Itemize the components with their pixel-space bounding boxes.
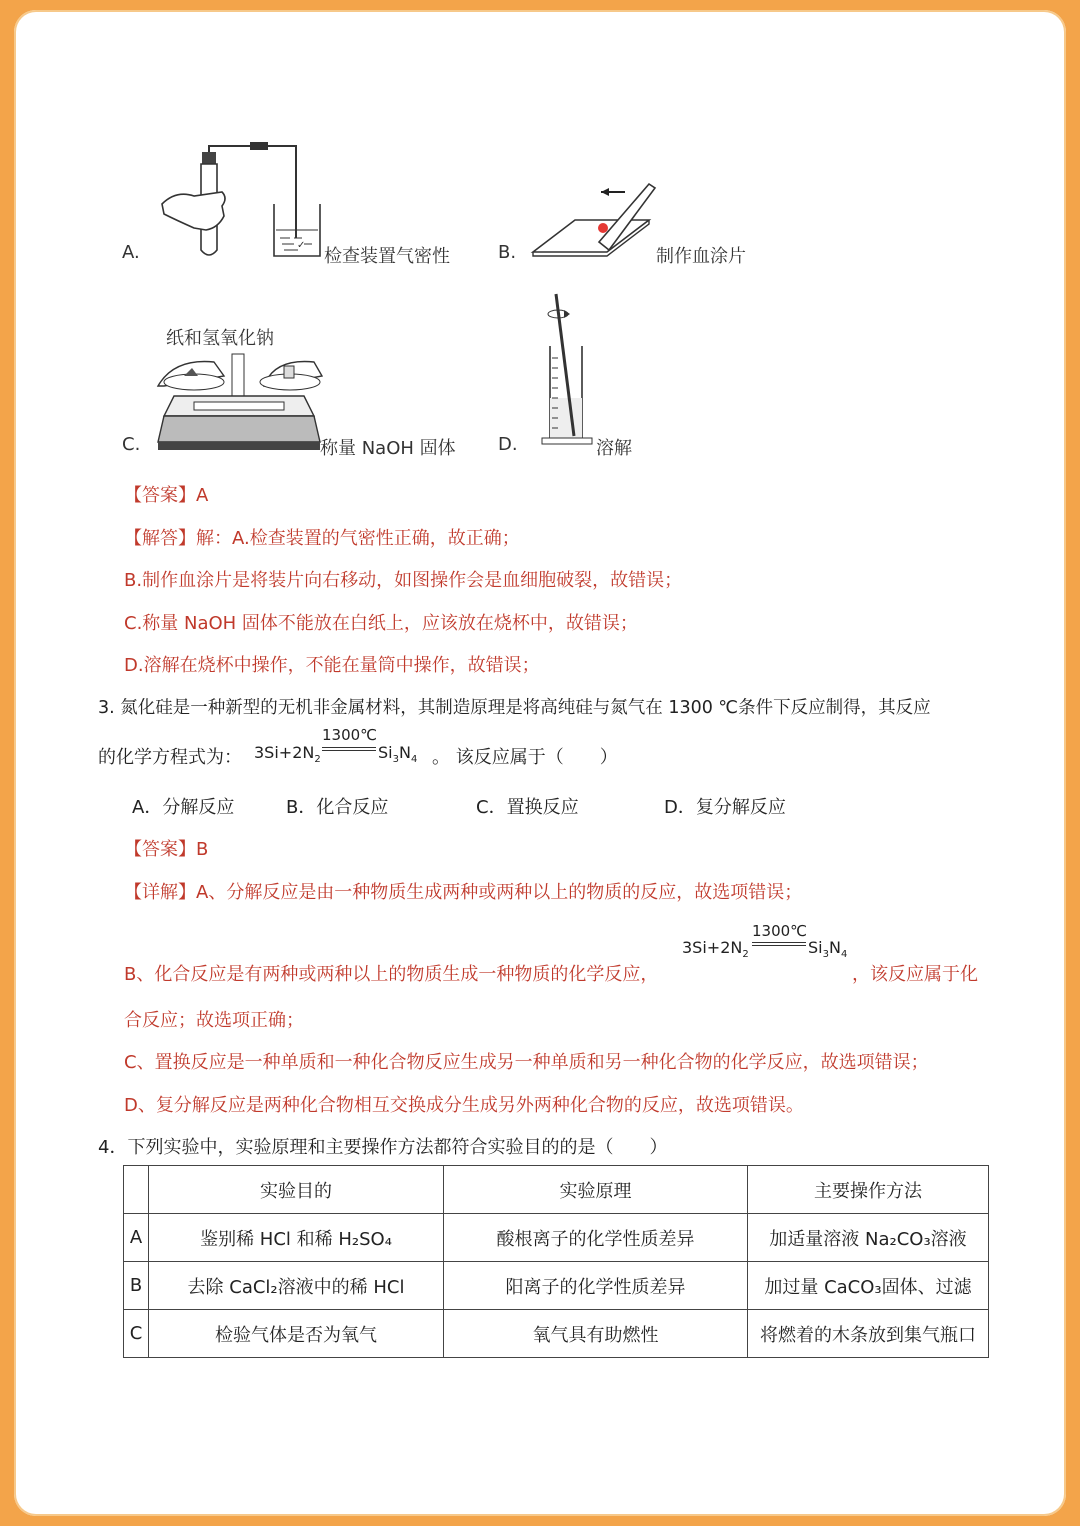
table-cell: 酸根离子的化学性质差异 bbox=[444, 1214, 748, 1262]
page bbox=[14, 10, 1066, 1516]
q3-stem-suffix: 。 该反应属于（ ） bbox=[432, 747, 618, 768]
equation-bar bbox=[322, 747, 376, 748]
option-b-letter: B. bbox=[498, 242, 517, 263]
q3-detail-line: B、化合反应是有两种或两种以上的物质生成一种物质的化学反应， bbox=[124, 964, 659, 985]
table-row bbox=[124, 1262, 989, 1310]
q3-detail-line: C、置换反应是一种单质和一种化合物反应生成另一种单质和另一种化合物的化学反应，故选项错误； bbox=[124, 1052, 929, 1073]
q3-detail-line: D、复分解反应是两种化合物相互交换成分生成另外两种化合物的反应，故选项错误。 bbox=[124, 1095, 804, 1116]
q2-explanation-line: C.称量 NaOH 固体不能放在白纸上，应该放在烧杯中，故错误； bbox=[124, 613, 638, 634]
q3-stem-prefix: 的化学方程式为： bbox=[98, 747, 242, 768]
q3-answer: 【答案】B bbox=[124, 839, 209, 860]
q2-answer: 【答案】A bbox=[124, 485, 209, 506]
svg-text:✓: ✓ bbox=[297, 240, 306, 251]
blood-smear-figure bbox=[529, 180, 659, 260]
equation-product-subscript: 3 bbox=[822, 949, 829, 961]
balance-figure-label: 纸和氢氧化钠 bbox=[166, 328, 274, 349]
equation-product: Si bbox=[808, 938, 823, 957]
q3-option-a: A．分解反应 bbox=[132, 797, 235, 818]
table-header-row bbox=[124, 1166, 989, 1214]
q3-option-b: B．化合反应 bbox=[286, 797, 389, 818]
table-header-cell: 实验目的 bbox=[149, 1166, 444, 1214]
equation-reactants: 3Si+2N bbox=[254, 743, 315, 762]
equation-reactant-subscript: 2 bbox=[314, 754, 321, 766]
equation-product: Si bbox=[378, 743, 393, 762]
table-cell: 检验气体是否为氧气 bbox=[149, 1310, 444, 1358]
equation-product-n: N bbox=[398, 743, 411, 762]
table-cell: C bbox=[124, 1310, 149, 1358]
table-cell: 氧气具有助燃性 bbox=[444, 1310, 748, 1358]
equation-bar bbox=[752, 942, 806, 943]
q2-explanation-line: B.制作血涂片是将装片向右移动，如图操作会是血细胞破裂，故错误； bbox=[124, 570, 683, 591]
table-cell: A bbox=[124, 1214, 149, 1262]
table-cell: B bbox=[124, 1262, 149, 1310]
equation-product-subscript: 3 bbox=[392, 754, 399, 766]
option-c-letter: C. bbox=[122, 434, 141, 455]
equation-reactants: 3Si+2N bbox=[682, 938, 743, 957]
q3-detail-line: 【详解】A、分解反应是由一种物质生成两种或两种以上的物质的反应，故选项错误； bbox=[124, 882, 803, 903]
table-cell: 将燃着的木条放到集气瓶口 bbox=[748, 1310, 989, 1358]
table-cell: 去除 CaCl₂溶液中的稀 HCl bbox=[149, 1262, 444, 1310]
table-header-cell bbox=[124, 1166, 149, 1214]
equation-condition: 1300℃ bbox=[322, 726, 378, 744]
table-header-cell: 主要操作方法 bbox=[748, 1166, 989, 1214]
option-a-letter: A. bbox=[122, 242, 140, 263]
table-header-cell: 实验原理 bbox=[444, 1166, 748, 1214]
q2-explanation-line: D.溶解在烧杯中操作，不能在量筒中操作，故错误； bbox=[124, 655, 540, 676]
q3-option-d: D．复分解反应 bbox=[664, 797, 786, 818]
balance-figure bbox=[154, 346, 324, 456]
equation-product-subscript: 4 bbox=[410, 754, 418, 766]
table-row bbox=[124, 1310, 989, 1358]
table-cell: 阳离子的化学性质差异 bbox=[444, 1262, 748, 1310]
option-a-caption: 检查装置气密性 bbox=[324, 246, 450, 267]
q4-table bbox=[123, 1165, 989, 1358]
table-cell: 鉴别稀 HCl 和稀 H₂SO₄ bbox=[149, 1214, 444, 1262]
option-c-caption: 称量 NaOH 固体 bbox=[320, 438, 456, 459]
equation-reactant-subscript: 2 bbox=[742, 949, 749, 961]
equation-bar bbox=[322, 750, 376, 751]
equation-product-n: N bbox=[828, 938, 841, 957]
equation-bar bbox=[752, 945, 806, 946]
q3-detail-line: ，该反应属于化 bbox=[852, 964, 978, 985]
option-d-caption: 溶解 bbox=[596, 438, 632, 459]
q2-explanation-line: 【解答】解：A.检查装置的气密性正确，故正确； bbox=[124, 528, 520, 549]
option-b-caption: 制作血涂片 bbox=[656, 246, 746, 267]
q3-option-c: C．置换反应 bbox=[476, 797, 579, 818]
table-cell: 加适量溶液 Na₂CO₃溶液 bbox=[748, 1214, 989, 1262]
equation-condition: 1300℃ bbox=[752, 922, 808, 940]
option-d-letter: D. bbox=[498, 434, 518, 455]
table-row bbox=[124, 1214, 989, 1262]
q3-detail-line: 合反应；故选项正确； bbox=[124, 1010, 304, 1031]
table-cell: 加过量 CaCO₃固体、过滤 bbox=[748, 1262, 989, 1310]
equation-product-subscript: 4 bbox=[840, 949, 848, 961]
q4-stem: 4．下列实验中，实验原理和主要操作方法都符合实验目的的是（ ） bbox=[98, 1137, 668, 1158]
airtightness-apparatus-figure bbox=[154, 138, 329, 268]
q3-stem-line1: 3. 氮化硅是一种新型的无机非金属材料，其制造原理是将高纯硅与氮气在 1300 ℃条件下反应制得，其反应 bbox=[98, 698, 931, 718]
measuring-cylinder-figure bbox=[534, 288, 604, 448]
